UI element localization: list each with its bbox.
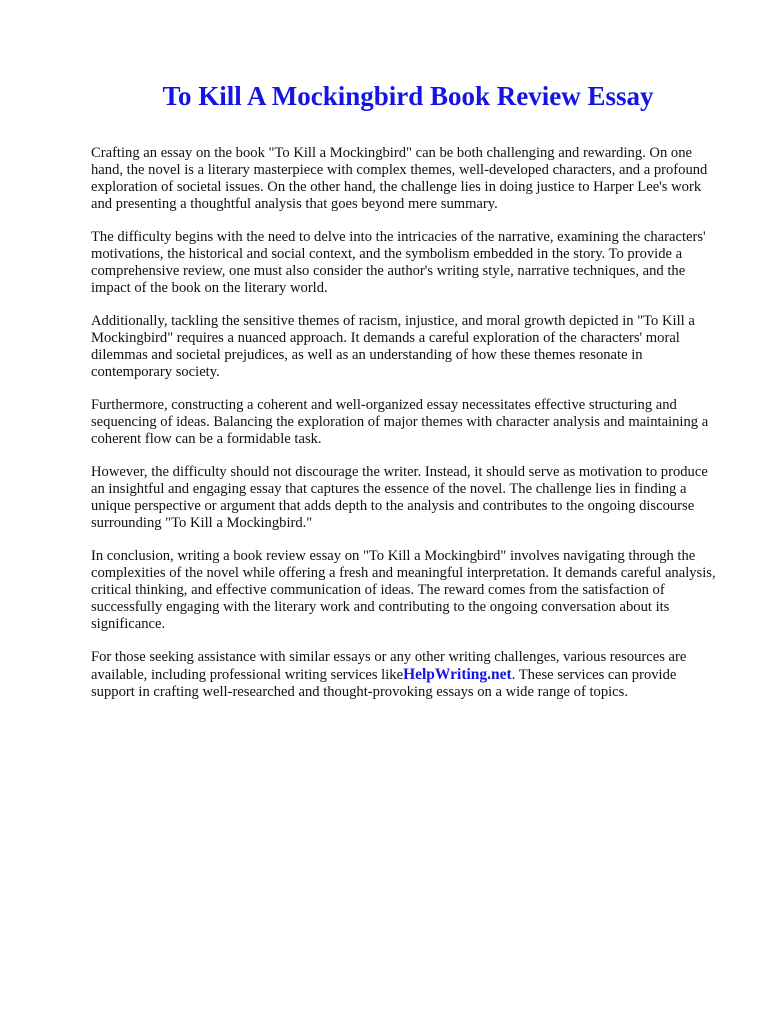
resources-text-after-link: . These services can provide support in crafting well-researched and thought-provoking essays on a wide range of topics. xyxy=(91,667,677,700)
paragraph-motivation: However, the difficulty should not discourage the writer. Instead, it should serve as motivation to produce an insightful and engaging essay that captures the essence of the novel. The challenge lies in finding a unique perspective or argument that adds depth to the analysis and contributes to the ongoing discourse surrounding "To Kill a Mockingbird." xyxy=(91,464,708,531)
paragraph-conclusion: In conclusion, writing a book review essay on "To Kill a Mockingbird" involves navigating through the complexities of the novel while offering a fresh and meaningful interpretation. It demands careful analysis, critical thinking, and effective communication of ideas. The reward comes from the satisfaction of successfully engaging with the literary work and contributing to the ongoing conversation about its significance. xyxy=(91,548,716,632)
paragraph-resources xyxy=(91,649,723,701)
helpwriting-link[interactable]: HelpWriting.net xyxy=(403,666,512,683)
paragraph-intro: Crafting an essay on the book "To Kill a Mockingbird" can be both challenging and rewarding. On one hand, the novel is a literary masterpiece with complex themes, well-developed characters, and a profound exploration of societal issues. On the other hand, the challenge lies in doing justice to Harper Lee's work and presenting a thoughtful analysis that goes beyond mere summary. xyxy=(91,145,708,212)
document-title: To Kill A Mockingbird Book Review Essay xyxy=(162,81,654,111)
paragraph-structure: Furthermore, constructing a coherent and well-organized essay necessitates effective structuring and sequencing of ideas. Balancing the exploration of major themes with character analysis and maintaining a coherent flow can be a formidable task. xyxy=(91,397,709,447)
document-body xyxy=(91,145,723,717)
resources-text-before-link: For those seeking assistance with similar essays or any other writing challenges, various resources are available, including professional writing services like xyxy=(91,649,687,683)
paragraph-themes: Additionally, tackling the sensitive themes of racism, injustice, and moral growth depicted in "To Kill a Mockingbird" requires a nuanced approach. It demands a careful exploration of the characters' moral dilemmas and societal prejudices, as well as an understanding of how these themes resonate in contemporary society. xyxy=(91,313,695,380)
paragraph-difficulty: The difficulty begins with the need to delve into the intricacies of the narrative, examining the characters' motivations, the historical and social context, and the symbolism embedded in the story. To provide a comprehensive review, one must also consider the author's writing style, narrative techniques, and the impact of the book on the literary world. xyxy=(91,229,706,296)
